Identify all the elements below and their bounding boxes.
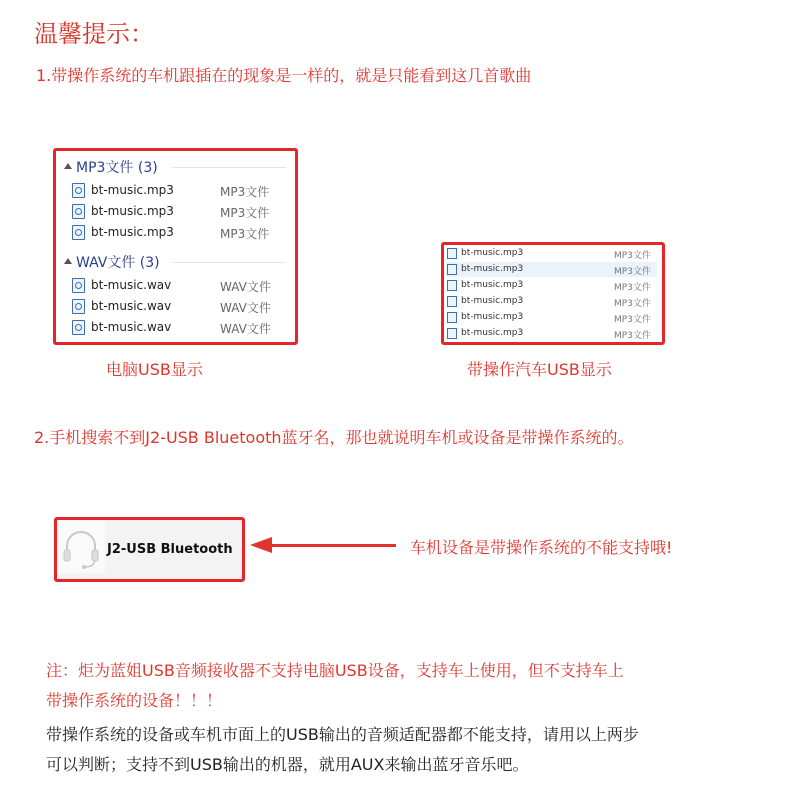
file-type: WAV文件 [220,280,271,294]
tip-1: 1.带操作系统的车机跟插在的现象是一样的，就是只能看到这几首歌曲 [36,66,532,85]
file-name: bt-music.mp3 [91,204,174,218]
file-name: bt-music.mp3 [91,183,174,197]
bluetooth-device-item[interactable] [54,517,245,582]
file-name: bt-music.mp3 [461,248,524,258]
car-view-caption: 带操作汽车USB显示 [467,360,612,379]
file-row[interactable] [446,246,657,261]
arrow-shaft [270,544,396,547]
group-divider [172,262,286,263]
group-label: MP3文件 (3) [76,160,158,176]
note-line-2: 带操作系统的设备！！！ [46,691,223,710]
bluetooth-device-name: J2-USB Bluetooth [107,542,233,557]
file-name: bt-music.mp3 [91,225,174,239]
paragraph-line-2: 可以判断；支持不到USB输出的机器，就用AUX来输出蓝牙音乐吧。 [46,755,529,774]
audio-file-icon [447,296,457,307]
file-name: bt-music.wav [91,278,172,292]
page-title: 温馨提示： [34,20,154,48]
group-divider [172,167,286,168]
file-row[interactable] [70,203,290,221]
arrow-note: 车机设备是带操作系统的不能支持哦! [410,538,673,557]
file-type: MP3文件 [614,315,651,325]
file-name: bt-music.mp3 [461,296,524,306]
audio-file-icon [447,280,457,291]
file-group-wav[interactable] [62,252,288,272]
file-row[interactable] [446,262,657,277]
audio-file-icon [72,183,85,198]
left-arrow-icon [250,537,272,553]
audio-file-icon [72,204,85,219]
file-type: WAV文件 [220,301,271,315]
file-type: MP3文件 [614,299,651,309]
file-type: MP3文件 [220,227,270,241]
file-row[interactable] [70,277,290,295]
file-row[interactable] [446,326,657,341]
file-name: bt-music.wav [91,320,172,334]
pc-usb-file-view [53,148,298,345]
audio-file-icon [72,278,85,293]
headset-icon-area [57,520,105,573]
file-type: MP3文件 [614,251,651,261]
file-row[interactable] [70,182,290,200]
pc-view-caption: 电脑USB显示 [106,360,203,379]
tip-2: 2.手机搜索不到J2-USB Bluetooth蓝牙名，那也就说明车机或设备是带操作系统的。 [34,428,634,447]
audio-file-icon [72,299,85,314]
file-type: MP3文件 [614,331,651,341]
file-row[interactable] [446,310,657,325]
paragraph-line-1: 带操作系统的设备或车机市面上的USB输出的音频适配器都不能支持，请用以上两步 [46,725,639,744]
file-row[interactable] [446,294,657,309]
file-row[interactable] [70,298,290,316]
file-type: WAV文件 [220,322,271,336]
summary-paragraph [46,720,746,780]
car-usb-file-view [441,242,665,345]
audio-file-icon [447,264,457,275]
collapse-triangle-icon[interactable] [64,258,72,264]
file-row[interactable] [70,319,290,337]
file-type: MP3文件 [220,185,270,199]
file-name: bt-music.mp3 [461,264,524,274]
file-type: MP3文件 [614,283,651,293]
file-group-mp3[interactable] [62,157,288,177]
group-label: WAV文件 (3) [76,255,160,271]
file-name: bt-music.mp3 [461,280,524,290]
file-row[interactable] [446,278,657,293]
audio-file-icon [447,312,457,323]
file-name: bt-music.mp3 [461,312,524,322]
file-row[interactable] [70,224,290,242]
file-type: MP3文件 [614,267,651,277]
headset-icon [57,520,105,573]
file-name: bt-music.wav [91,299,172,313]
audio-file-icon [447,248,457,259]
audio-file-icon [72,225,85,240]
audio-file-icon [72,320,85,335]
file-name: bt-music.mp3 [461,328,524,338]
collapse-triangle-icon[interactable] [64,163,72,169]
note-line-1: 注：炬为蓝姐USB音频接收器不支持电脑USB设备，支持车上使用，但不支持车上 [46,661,624,680]
audio-file-icon [447,328,457,339]
file-type: MP3文件 [220,206,270,220]
